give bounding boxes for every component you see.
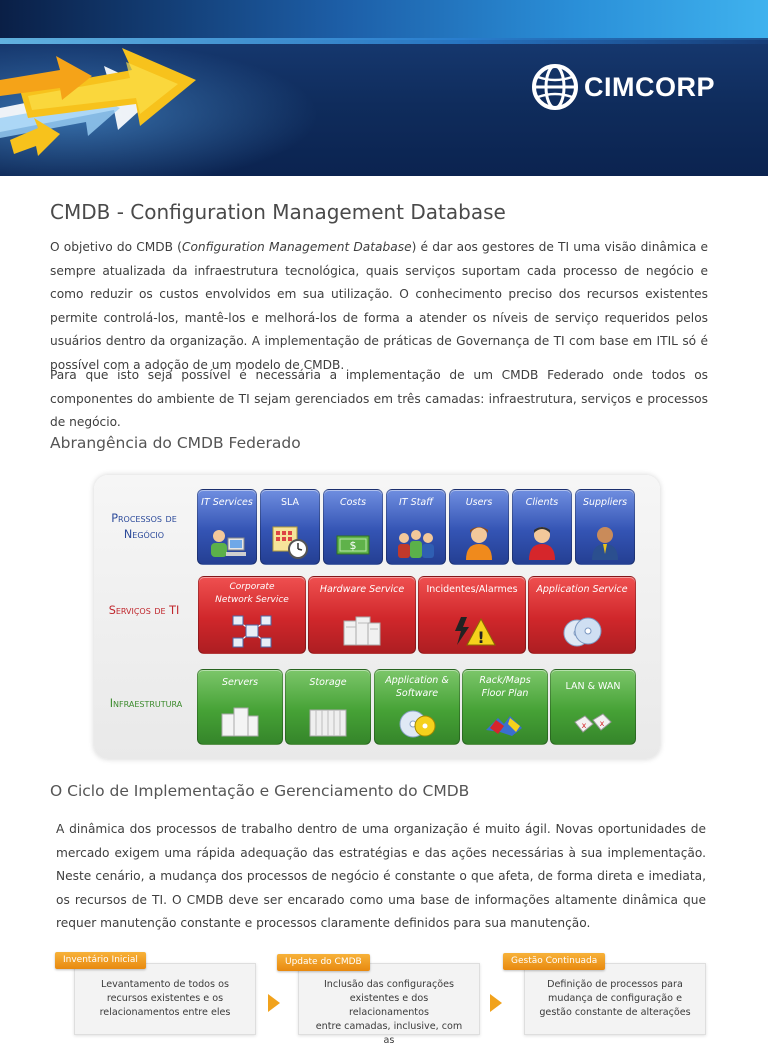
row-label-line: Processos de xyxy=(111,512,177,525)
arrows-graphic xyxy=(0,0,230,176)
servers-icon xyxy=(218,704,262,740)
tile-label-line: Rack/Maps xyxy=(479,675,531,686)
tile-servers xyxy=(197,669,283,745)
tile-label: Application Service xyxy=(536,584,628,595)
step-line: Definição de processos para xyxy=(547,979,683,990)
tile-label-line: Corporate xyxy=(229,582,275,592)
discs-icon xyxy=(560,613,604,649)
tile-label: IT Services xyxy=(201,497,253,508)
tile-label-line: Network Service xyxy=(215,595,289,605)
tile-label xyxy=(375,674,459,700)
alert-icon xyxy=(447,613,497,649)
step-line: entre camadas, inclusive, com as xyxy=(315,1021,463,1046)
step-cmdb-update xyxy=(298,963,480,1046)
tile-label: Hardware Service xyxy=(319,584,405,595)
step-tag-initial-inventory: Inventário Inicial xyxy=(55,952,146,969)
tile-label: Clients xyxy=(525,497,559,508)
row-label-line: Serviços de TI xyxy=(108,604,180,617)
tile-lan-wan xyxy=(550,669,636,745)
row-label-line: Infraestrutura xyxy=(109,697,183,710)
user-icon xyxy=(462,524,496,560)
network-icon xyxy=(230,613,274,649)
tile-corporate-network-service xyxy=(198,576,306,654)
tile-hardware-service xyxy=(308,576,416,654)
tile-it-services xyxy=(197,489,257,565)
row-label-it-services xyxy=(96,603,192,619)
intro-paragraph-2: Para que isto seja possível é necessária a implementação de um CMDB Federado onde todos os componentes do ambiente de TI sejam gerenciados em três camadas: infraestrutura, serviços e processos de negócio. xyxy=(50,368,708,429)
tile-label-line: Floor Plan xyxy=(481,688,529,699)
step-description xyxy=(85,978,245,1020)
rack-map-icon xyxy=(482,708,528,740)
tile-suppliers xyxy=(575,489,635,565)
svg-text:x: x xyxy=(581,721,587,730)
federated-cmdb-diagram xyxy=(94,475,660,759)
page-title: CMDB - Configuration Management Database xyxy=(50,200,506,224)
step-arrow-icon xyxy=(490,994,502,1012)
tile-application-service xyxy=(528,576,636,654)
user-computer-icon xyxy=(207,526,247,560)
step-line: recursos existentes e os xyxy=(106,993,224,1004)
step-tag-continuous-management: Gestão Continuada xyxy=(503,953,605,970)
step-line: Levantamento de todos os xyxy=(101,979,229,990)
tile-clients xyxy=(512,489,572,565)
step-line: existentes e dos relacionamentos xyxy=(349,993,429,1018)
row-label-line: Negócio xyxy=(123,528,165,541)
brand-name: CIMCORP xyxy=(584,71,715,102)
money-icon xyxy=(333,526,373,560)
intro-text-emphasis: Configuration Management Database xyxy=(181,240,412,254)
tile-label: Servers xyxy=(221,677,259,688)
svg-text:$: $ xyxy=(349,539,357,552)
section-heading-federated: Abrangência do CMDB Federado xyxy=(50,434,301,452)
step-arrow-icon xyxy=(268,994,280,1012)
row-label-infrastructure xyxy=(96,696,196,712)
tile-label: Suppliers xyxy=(582,497,628,508)
tile-it-staff xyxy=(386,489,446,565)
step-description xyxy=(535,978,695,1020)
step-line: mudança de configuração e xyxy=(548,993,682,1004)
lan-wan-icon xyxy=(571,706,615,740)
tile-label: Costs xyxy=(339,497,367,508)
tile-storage xyxy=(285,669,371,745)
cycle-paragraph: A dinâmica dos processos de trabalho dentro de uma organização é muito ágil. Novas oportunidades de mercado exigem uma rápida adequação das estratégias e das ações necessárias à sua implementação. Neste cenário, a mudança dos processos de negócio é constante o que afeta, de forma direta e imediata, os recursos de TI. O CMDB deve ser encarado como uma base de informações altamente dinâmica que requer manutenção constante e processos claramente definidos para sua manutenção. xyxy=(56,822,706,930)
client-icon xyxy=(525,524,559,560)
svg-text:!: ! xyxy=(477,628,485,647)
step-line: gestão constante de alterações xyxy=(539,1007,691,1018)
tile-label-line: Application & xyxy=(385,675,449,686)
tile-label: Users xyxy=(465,497,493,508)
tile-sla xyxy=(260,489,320,565)
intro-paragraph-1 xyxy=(50,236,708,377)
row-label-business-processes xyxy=(98,511,190,543)
globe-icon xyxy=(532,64,578,110)
tile-label-line: Software xyxy=(395,688,439,699)
section-heading-cycle: O Ciclo de Implementação e Gerenciamento do CMDB xyxy=(50,782,470,800)
tile-label xyxy=(199,581,305,607)
intro-text-rest: ) é dar aos gestores de TI uma visão dinâmica e sempre atualizada da infraestrutura tecnológica, quais serviços suportam cada processo de negócio e como reduzir os custos envolvidos em sua utilização. O conhecimento preciso dos recursos existentes permite controlá-los, mantê-los e melhorá-los de forma a atender os níveis de serviço requeridos pelos usuários dentro da organização. A implementação de práticas de Governança de TI com base em ITIL só é possível com a adoção de um modelo de CMDB. xyxy=(50,240,708,372)
step-continuous-management xyxy=(524,963,706,1035)
tile-rack-maps-floor-plan xyxy=(462,669,548,745)
tile-label: LAN & WAN xyxy=(565,681,621,692)
tile-label: Incidentes/Alarmes xyxy=(426,584,518,595)
supplier-icon xyxy=(588,524,622,560)
tile-incidents-alarms xyxy=(418,576,526,654)
svg-text:x: x xyxy=(599,719,605,728)
hardware-icon xyxy=(340,613,384,649)
team-icon xyxy=(394,526,438,560)
step-tag-cmdb-update: Update do CMDB xyxy=(277,954,370,971)
step-line: Inclusão das configurações xyxy=(323,979,455,990)
step-description xyxy=(309,978,469,1048)
step-initial-inventory xyxy=(74,963,256,1035)
storage-icon xyxy=(306,704,350,740)
header-banner xyxy=(0,0,768,176)
tile-label: Storage xyxy=(309,677,347,688)
tile-label xyxy=(463,674,547,700)
tile-label: SLA xyxy=(280,497,300,508)
company-logo xyxy=(532,64,715,110)
calendar-clock-icon xyxy=(270,524,310,560)
software-disc-icon xyxy=(395,704,439,740)
step-line: relacionamentos entre eles xyxy=(99,1007,231,1018)
tile-costs xyxy=(323,489,383,565)
tile-users xyxy=(449,489,509,565)
intro-text-start: O objetivo do CMDB ( xyxy=(50,240,182,254)
tile-label: IT Staff xyxy=(398,497,434,508)
tile-application-software xyxy=(374,669,460,745)
